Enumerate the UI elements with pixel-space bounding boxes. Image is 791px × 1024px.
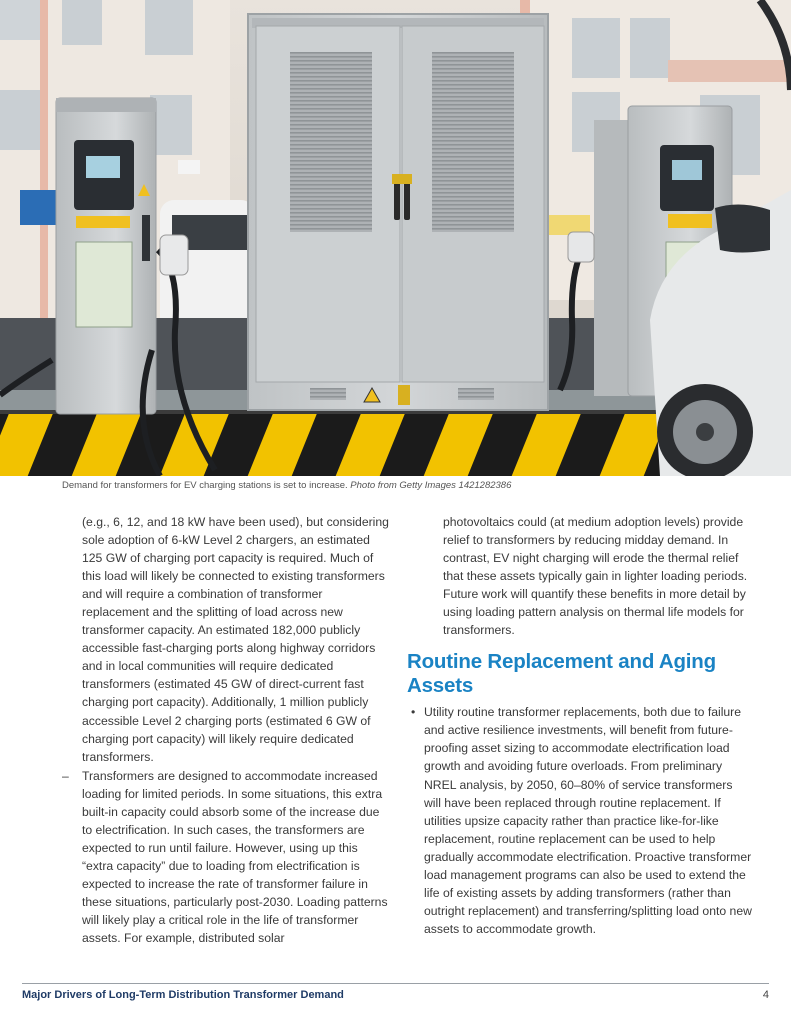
footer-title: Major Drivers of Long-Term Distribution Transformer Demand bbox=[22, 989, 344, 1001]
page-number: 4 bbox=[762, 989, 769, 1001]
left-column bbox=[62, 513, 390, 947]
caption-text: Demand for transformers for EV charging stations is set to increase. bbox=[62, 480, 348, 491]
intro-paragraph: (e.g., 6, 12, and 18 kW have been used), but considering sole adoption of 6-kW Level 2 chargers, an estimated 125 GW of charging port capacity is required. Much of this load will likely be connected to existing transformers and will require a combination of transformer replacement and the splitting of load across new transformer capacity. An estimated 182,000 publicly accessible fast-charging ports along highway corridors and in local communities will require dedicated transformers (estimated 45 GW of direct-current fast charging port capacity). Additionally, 1 million publicly accessible Level 2 charging ports (estimated 6 GW of charging port capacity) will likely require dedicated transformers. bbox=[82, 515, 389, 764]
bullet-paragraph: Utility routine transformer replacements, both due to failure and active resilience investments, will benefit from future-proofing asset sizing to accommodate electrification load growth and avoiding future overloads. From preliminary NREL analysis, by 2050, 60–80% of service transformers will have been replaced through routine replacement. If utilities upsize capacity rather than practice like-for-like replacement, routine replacement can be used to help gradually accommodate electrification. Proactive transformer load management programs can also be used to extend the life of existing assets by adding transformers (rather than outright replacement) and transferring/splitting load onto new assets to accommodate growth. bbox=[424, 705, 752, 936]
bullet-list-item bbox=[407, 703, 752, 938]
dash-paragraph: Transformers are designed to accommodate increased loading for limited periods. In some situations, this extra built-in capacity could absorb some of the increase due to electrification. In such cases, the transformers are expected to run until failure. However, using up this “extra capacity” due to loading from electrification is expected to increase the rate of transformer failure in these situations, particularly post-2030. Loading patterns will likely play a critical role in the life of transformer assets. For example, distributed solar bbox=[82, 768, 388, 946]
ev-charging-photo bbox=[0, 0, 791, 476]
dash-list-item bbox=[62, 767, 390, 947]
right-column bbox=[407, 513, 752, 938]
continued-paragraph: photovoltaics could (at medium adoption levels) provide relief to transformers by reducing midday demand. In contrast, EV night charging will erode the thermal relief that these assets typically gain in lighter loading periods. Future work will quantify these benefits in more detail by using loading pattern analysis on thermal life models for transformers. bbox=[443, 515, 748, 638]
dash-marker: – bbox=[62, 768, 69, 783]
footer-divider bbox=[22, 983, 769, 984]
section-heading: Routine Replacement and Aging Assets bbox=[407, 650, 716, 697]
bullet-marker: • bbox=[411, 705, 416, 720]
figure-caption bbox=[62, 480, 762, 491]
photo-credit: Photo from Getty Images 1421282386 bbox=[350, 480, 512, 491]
